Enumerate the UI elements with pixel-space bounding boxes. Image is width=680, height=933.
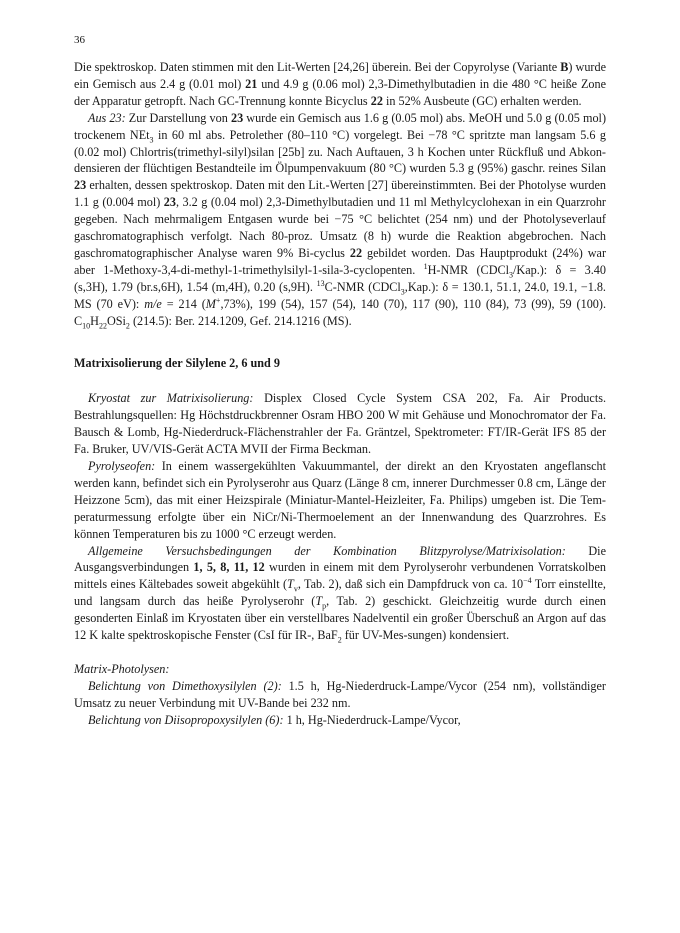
text: 1 h, Hg-Niederdruck-Lampe/Vycor, <box>283 712 461 727</box>
text: (214.5): Ber. 214.1209, Gef. 214.1216 (MS). <box>129 313 352 328</box>
text: wurden in einem mit dem Pyrolyserohr verbundenen Vorratskolben mittels eines Kältebades soweit abgekühlt ( <box>74 560 606 592</box>
text: m/e <box>144 296 162 311</box>
text: Die Ausgangsverbindungen <box>74 543 606 575</box>
text: , Tab. 2) geschickt. Gleichzeitig wurde durch einen gesonderten Einlaß im Kryostaten über ein verstellbares Nadelventil ein großer Überschuß an Argon auf das 12 K kalte spektroskopische Fenster (CsI für IR-, BaF <box>74 594 606 643</box>
text: H-NMR (CDCl <box>427 262 510 277</box>
subscript: 3 <box>149 135 154 145</box>
text: wurde ein Gemisch aus 1.6 g (0.05 mol) abs. MeOH und 5.0 g (0.05 mol) trockenem NEt <box>74 110 606 142</box>
text: Torr einstellte, und langsam durch das heiße Pyrolyserohr ( <box>74 577 606 609</box>
subscript: 2 <box>125 321 130 331</box>
paragraph-belichtung-6 <box>74 712 606 729</box>
text: = 214 ( <box>161 296 206 311</box>
subscript: 3 <box>509 270 514 280</box>
text: 23 <box>230 110 244 125</box>
paragraph-label: Aus 23: <box>88 110 126 125</box>
text: M <box>205 296 216 311</box>
text: Zur Darstellung von <box>125 110 231 125</box>
subscript: 10 <box>82 321 91 331</box>
text: 1.5 h, Hg-Niederdruck-Lampe/Vycor (254 nm), vollständiger Umsatz zu neuer Verbindung mit UV-Bande bei 232 nm. <box>74 678 606 710</box>
subscript: p <box>322 601 327 611</box>
text: T <box>287 577 294 592</box>
text: , Tab. 2), daß sich ein Dampfdruck von ca. 10 <box>297 577 524 592</box>
paragraph-matrix-photolysen <box>74 661 606 678</box>
paragraph-label: Belichtung von Dimethoxysilylen (2): <box>88 678 282 693</box>
text: 22 <box>370 93 383 108</box>
text: Die spektroskop. Daten stimmen mit den Lit-Werten [24,26] überein. Bei der Copyrolyse (Variante <box>74 60 561 74</box>
text: In einem wassergekühlten Vakuummantel, der direkt an den Kryostaten angeflanscht werden kann, befindet sich ein Pyrolyserohr aus Quarz (Länge 8 cm, innerer Durchmesser 0.8 cm, Länge der Heizzone 5cm), das mit einer Heizspirale (Miniatur-Mantel-Heizleiter, Fa. Philips) umgeben ist. Die Tem-peraturmessung erfolgte über ein NiCr/Ni-Thermoelement an der Innenwandung des Quarzrohres. Es können Temperaturen bis zu 1000 °C erzeugt werden. <box>74 459 606 541</box>
text: OSi <box>106 313 126 328</box>
paragraph-label: Belichtung von Diisopropoxysilylen (6): <box>88 712 284 727</box>
text: B <box>560 60 569 74</box>
paragraph-kryostat <box>74 390 606 458</box>
superscript: 13 <box>316 278 325 288</box>
paragraph-label: Kryostat zur Matrixisolierung: <box>88 391 254 406</box>
superscript: 1 <box>423 261 428 271</box>
text: 1, 5, 8, 11, 12 <box>193 560 265 575</box>
text: Displex Closed Cycle System CSA 202, Fa. Air Products. Bestrahlungsquellen: Hg Höchstdruckbrenner Osram HBO 200 W mit Gehäuse und Monochromator der Fa. Bausch & Lomb, Hg-Niederdruck-Flächenstrahler der Fa. Gräntzel, Spektrometer: FT/IR-Gerät IFS 85 der Fa. Bruker, UV/VIS-Gerät ACTA MVII der Firma Beckman. <box>74 391 606 457</box>
text: 22 <box>349 245 363 260</box>
subscript: 3 <box>400 287 405 297</box>
text: /Kap.): δ = 3.40 (s,3H), 1.79 (br.s,6H), 1.54 (m,4H), 0.20 (s,9H). <box>74 262 606 294</box>
text: ,Kap.): δ = 130.1, 51.1, 24.0, 19.1, −1.8. MS (70 eV): <box>74 279 606 311</box>
page-number: 36 <box>74 34 85 46</box>
text: für UV-Mes-sungen) kondensiert. <box>341 628 510 643</box>
subscript: 22 <box>98 321 107 331</box>
text: T <box>315 594 323 609</box>
subscript: v <box>293 584 298 594</box>
text: in 60 ml abs. Petrolether (80–110 °C) vorgelegt. Bei −78 °C spritzte man langsam 5.6 g (0.02 mol) Chlortris(trimethyl-silyl)silan [25b] zu. Nach Auftauen, 3 h Kochen unter Rückfluß und Abkon-densieren der flüchtigen Bestandteile im Ölpumpenvakuum (80 °C) wurden 5.3 g (95%) gaschr. reines Silan <box>74 127 606 176</box>
paragraph-label: Pyrolyseofen: <box>88 459 156 474</box>
paragraph-belichtung-2 <box>74 678 606 712</box>
paragraph-label: Allgemeine Versuchsbedingungen der Kombination Blitzpyrolyse/Matrixisolation: <box>88 543 566 558</box>
text: , 3.2 g (0.04 mol) 2,3-Dimethylbutadien und 11 ml Methylcyclohexan in ein Quarzrohr gegeben. Nach mehrmaligem Entgasen wurde bei −75 °C belichtet (254 nm) und der Photolyseverlauf gaschromatographisch verfolgt. Nach 80-proz. Umsatz (8 h) wurde die Reaktion abgebrochen. Nach gaschromatographischer Analyse waren 9% Bi-cyclus <box>74 195 606 260</box>
text: erhalten, dessen spektroskop. Daten mit den Lit.-Werten [27] übereinstimmten. Bei der Photolyse wurden 1.1 g (0.004 mol) <box>74 178 606 210</box>
text: und 4.9 g (0.06 mol) 2,3-Dimethylbutadien in die 480 °C heiße Zone der Apparatur getropft. Nach GC-Trennung konnte Bicyclus <box>74 76 606 108</box>
text: ,73%), 199 (54), 157 (54), 140 (70), 117 (90), 110 (84), 73 (99), 59 (100). C <box>74 296 606 328</box>
text: 23 <box>163 195 176 210</box>
paragraph-aus-23 <box>74 110 606 330</box>
text: 21 <box>245 76 258 91</box>
superscript: + <box>215 295 221 305</box>
paragraph-pyrolyseofen <box>74 458 606 543</box>
document-page <box>74 34 606 729</box>
text: gebildet worden. Das Hauptprodukt (24%) war aber 1-Methoxy-3,4-di-methyl-1-trimethylsilyl-1-sila-3-cyclopenten. <box>74 245 606 277</box>
text: 23 <box>74 178 87 193</box>
text: H <box>90 313 99 328</box>
superscript: −4 <box>523 576 532 586</box>
text: in 52% Ausbeute (GC) erhalten werden. <box>382 93 582 108</box>
paragraph-label: Matrix-Photolysen: <box>74 662 170 676</box>
section-heading: Matrixisolierung der Silylene 2, 6 und 9 <box>74 355 280 370</box>
text: C-NMR (CDCl <box>324 279 401 294</box>
paragraph-copyrolyse <box>74 59 606 110</box>
text: ) wurde ein Gemisch aus 2.4 g (0.01 mol) <box>74 60 606 91</box>
spacer <box>74 644 606 661</box>
subscript: 2 <box>337 635 342 645</box>
paragraph-versuchsbedingungen <box>74 543 606 644</box>
